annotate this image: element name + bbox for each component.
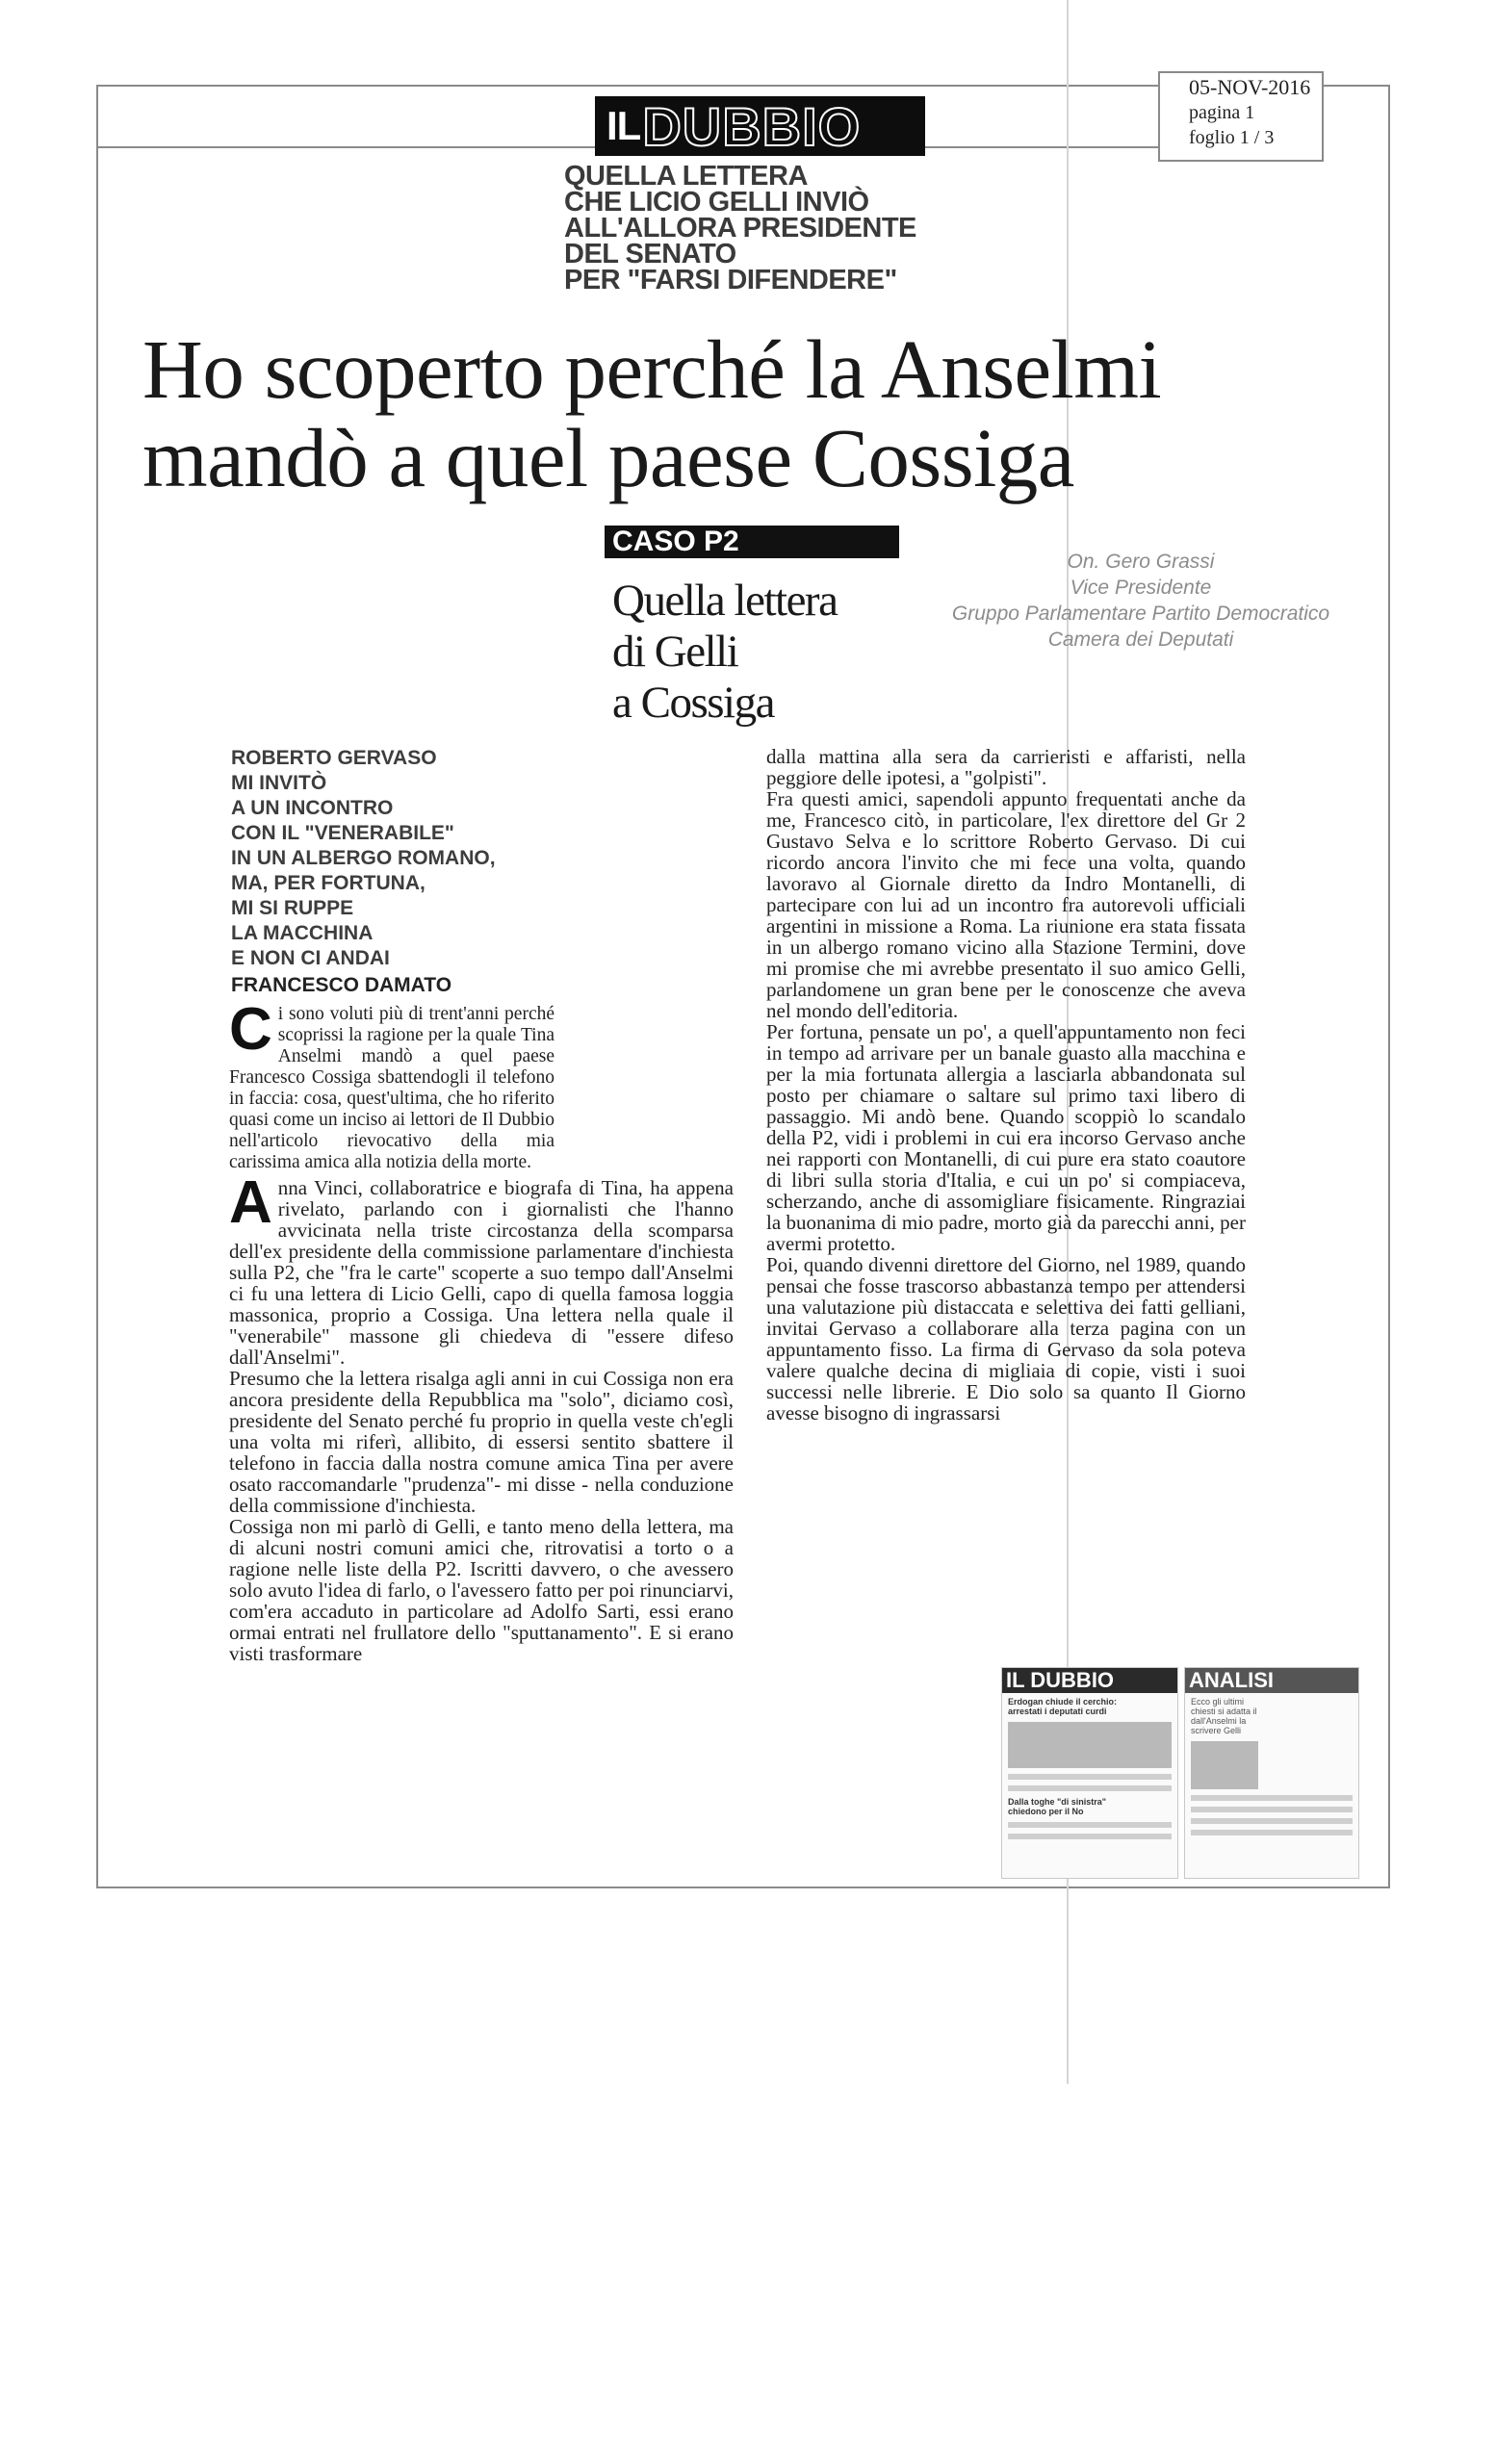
stamp-date: 05-NOV-2016 — [1189, 75, 1311, 99]
subhead-line: ROBERTO GERVASO — [231, 747, 437, 769]
subhead-line: A UN INCONTRO — [231, 797, 394, 819]
office-stamp-name: On. Gero Grassi — [1067, 551, 1215, 573]
dropcap: C — [229, 996, 272, 1063]
kicker: CASO P2 — [605, 526, 899, 558]
thumbnail-line: arrestati i deputati curdi — [1008, 1707, 1107, 1716]
masthead-dubbio: DUBBIO — [642, 95, 862, 157]
thumbnail-text-line — [1191, 1795, 1353, 1801]
body-paragraph: Presumo che la lettera risalga agli anni in cui Cossiga non era ancora presidente della Repubblica ma "solo", diciamo così, presidente del Senato perché fu proprio in quella veste ch'egli una volta mi riferì, allibito, di essersi sentito sbattere il telefono in faccia dalla nostra comune amica Tina per avere osato raccomandarle "prudenza"- mi disse - nella conduzione della commissione d'inchiesta. — [229, 1367, 734, 1517]
office-stamp-chamber: Camera dei Deputati — [1047, 629, 1234, 651]
headline-line: mandò a quel paese Cossiga — [142, 411, 1074, 504]
body-paragraph: Cossiga non mi parlò di Gelli, e tanto meno della lettera, ma di alcuni nostri comuni amici che, ritrovatisi a torto o a ragione nelle liste della P2. Iscritti davvero, o che avessero solo avuto l'idea di farlo, o l'avessero fatto per poi rinunciarvi, com'era accaduto in particolare ad Adolfo Sarti, essi erano ormai entrati nel frullatore dello "sputtanamento". E si erano visti trasformare — [229, 1515, 734, 1665]
masthead-logo — [595, 96, 925, 156]
thumbnail-text-line — [1191, 1830, 1353, 1835]
subhead-line: MI SI RUPPE — [231, 897, 354, 919]
thumbnail-line: chiedono per il No — [1008, 1807, 1084, 1816]
thumbnail-text-line — [1008, 1822, 1172, 1828]
thumbnail-masthead: ANALISI — [1185, 1668, 1358, 1693]
deck-line: Quella lettera — [612, 576, 838, 626]
subhead-line: IN UN ALBERGO ROMANO, — [231, 847, 496, 869]
body-paragraph: dalla mattina alla sera da carrieristi e affaristi, nella peggiore delle ipotesi, a "golpisti". — [766, 745, 1246, 789]
body-paragraph: Per fortuna, pensate un po', a quell'appuntamento non feci in tempo ad arrivare per un banale guasto alla macchina e per la mia fortunata allergia a lasciarla abbandonata sul posto per chiamare o saltare sul primo taxi libero di passaggio. Mi andò bene. Quando scoppiò lo scandalo della P2, vidi i problemi in cui era incorso Gervaso anche nei rapporti con Montanelli, di cui pure era stato coautore di libri sulla storia d'Italia, e cui un po' si compiaceva, scherzando, anche di assomigliare fisicamente. Ringraziai la buonanima di mio padre, morto già da parecchi anni, per avermi protetto. — [766, 1020, 1246, 1255]
overline-line: ALL'ALLORA PRESIDENTE — [564, 213, 916, 244]
thumbnail-intro — [1185, 1693, 1358, 1735]
overline — [564, 161, 1065, 295]
thumbnail-analysis-page[interactable] — [1184, 1667, 1359, 1879]
overline-line: DEL SENATO — [564, 239, 736, 270]
thumbnail-subhead — [1002, 1791, 1177, 1816]
subhead — [231, 746, 587, 998]
office-stamp-role: Vice Presidente — [1070, 577, 1212, 599]
office-stamp — [924, 549, 1357, 653]
thumbnail-text-line — [1008, 1834, 1172, 1839]
thumbnail-masthead: IL DUBBIO — [1002, 1668, 1177, 1693]
body-paragraph: Poi, quando divenni direttore del Giorno, nel 1989, quando pensai che fosse trascorso abbastanza tempo per attendersi una valutazione più distaccata e selettiva dei fatti gelliani, invitai Gervaso a collaborare alla terza pagina con un appuntamento fisso. La firma di Gervaso da sola poteva valere qualche decina di migliaia di copie, visti i suoi successi nelle librerie. E Dio solo sa quanto Il Giorno avesse bisogno di ingrassarsi — [766, 1253, 1246, 1424]
stamp-page: pagina 1 — [1189, 102, 1255, 123]
thumbnail-line: scrivere Gelli — [1191, 1726, 1242, 1735]
thumbnail-line: Dalla toghe "di sinistra" — [1008, 1797, 1107, 1807]
overline-line: PER "FARSI DIFENDERE" — [564, 265, 897, 295]
headline — [142, 322, 1394, 504]
thumbnail-line: Erdogan chiude il cerchio: — [1008, 1697, 1118, 1707]
thumbnail-front-page[interactable] — [1001, 1667, 1178, 1879]
thumbnail-text-line — [1191, 1818, 1353, 1824]
thumbnail-headline — [1002, 1693, 1177, 1716]
office-stamp-group: Gruppo Parlamentare Partito Democratico — [951, 603, 1330, 625]
dropcap: A — [229, 1169, 272, 1236]
subhead-line: E NON CI ANDAI — [231, 947, 390, 969]
body-paragraph: Fra questi amici, sapendoli appunto frequentati anche da me, Francesco citò, in particolare, l'ex direttore del Gr 2 Gustavo Selva e lo scrittore Roberto Gervaso. Di cui ricordo ancora l'invito che mi fece una volta, quando lavoravo al Giornale diretto da Indro Montanelli, di partecipare con lui ad un incontro fra autorevoli ufficiali argentini in missione a Roma. La riunione era stata fissata in un albergo romano vicino alla Stazione Termini, dove mi promise che mi avrebbe presentato il suo amico Gelli, parlandomene un gran bene per le conoscenze che aveva nel mondo dell'editoria. — [766, 787, 1246, 1022]
thumbnail-photo — [1008, 1722, 1172, 1768]
deck-line: di Gelli — [612, 627, 738, 677]
thumbnail-text-line — [1008, 1774, 1172, 1780]
paragraph-text: i sono voluti più di trent'anni perché scoprissi la ragione per la quale Tina Anselmi mandò a quel paese Francesco Cossiga sbattendogli il telefono in faccia: cosa, quest'ultima, che ho riferito quasi come un inciso ai lettori de Il Dubbio nell'articolo rievocativo della mia carissima amica alla notizia della morte. — [229, 1004, 555, 1172]
subhead-line: MI INVITÒ — [231, 772, 327, 794]
thumbnail-line: chiesti si adatta il — [1191, 1707, 1257, 1716]
thumbnail-text-line — [1191, 1807, 1353, 1812]
headline-line: Ho scoperto perché la Anselmi — [142, 322, 1162, 416]
byline: FRANCESCO DAMATO — [231, 974, 452, 996]
deck — [612, 576, 920, 729]
body-column-right — [766, 746, 1246, 1424]
deck-line: a Cossiga — [612, 678, 774, 728]
overline-line: QUELLA LETTERA — [564, 161, 808, 192]
subhead-line: LA MACCHINA — [231, 922, 374, 944]
paragraph-text: nna Vinci, collaboratrice e biografa di Tina, ha appena rivelato, parlando con i giornalisti che l'hanno avvicinata nella triste circostanza della scomparsa dell'ex presidente della commissione parlamentare d'inchiesta sulla P2, che "fra le carte" scoperte a suo tempo dall'Anselmi ci fu una lettera di Licio Gelli, capo di quella famosa loggia massonica, proprio a Cossiga. Una lettera nella quale il "venerabile" massone gli chiedeva di "essere difeso dall'Anselmi". — [229, 1176, 734, 1369]
clipping-stamp — [1158, 71, 1324, 162]
body-paragraph — [229, 996, 555, 1173]
masthead-il: IL — [606, 103, 641, 148]
overline-line: CHE LICIO GELLI INVIÒ — [564, 187, 869, 218]
stamp-sheet: foglio 1 / 3 — [1189, 127, 1275, 148]
subhead-line: MA, PER FORTUNA, — [231, 872, 426, 894]
thumbnail-line: dall'Anselmi la — [1191, 1716, 1247, 1726]
subhead-line: CON IL "VENERABILE" — [231, 822, 454, 844]
thumbnail-line: Ecco gli ultimi — [1191, 1697, 1245, 1707]
body-paragraph — [229, 1169, 734, 1369]
body-column-left — [229, 996, 734, 1665]
thumbnail-photo — [1191, 1741, 1258, 1789]
